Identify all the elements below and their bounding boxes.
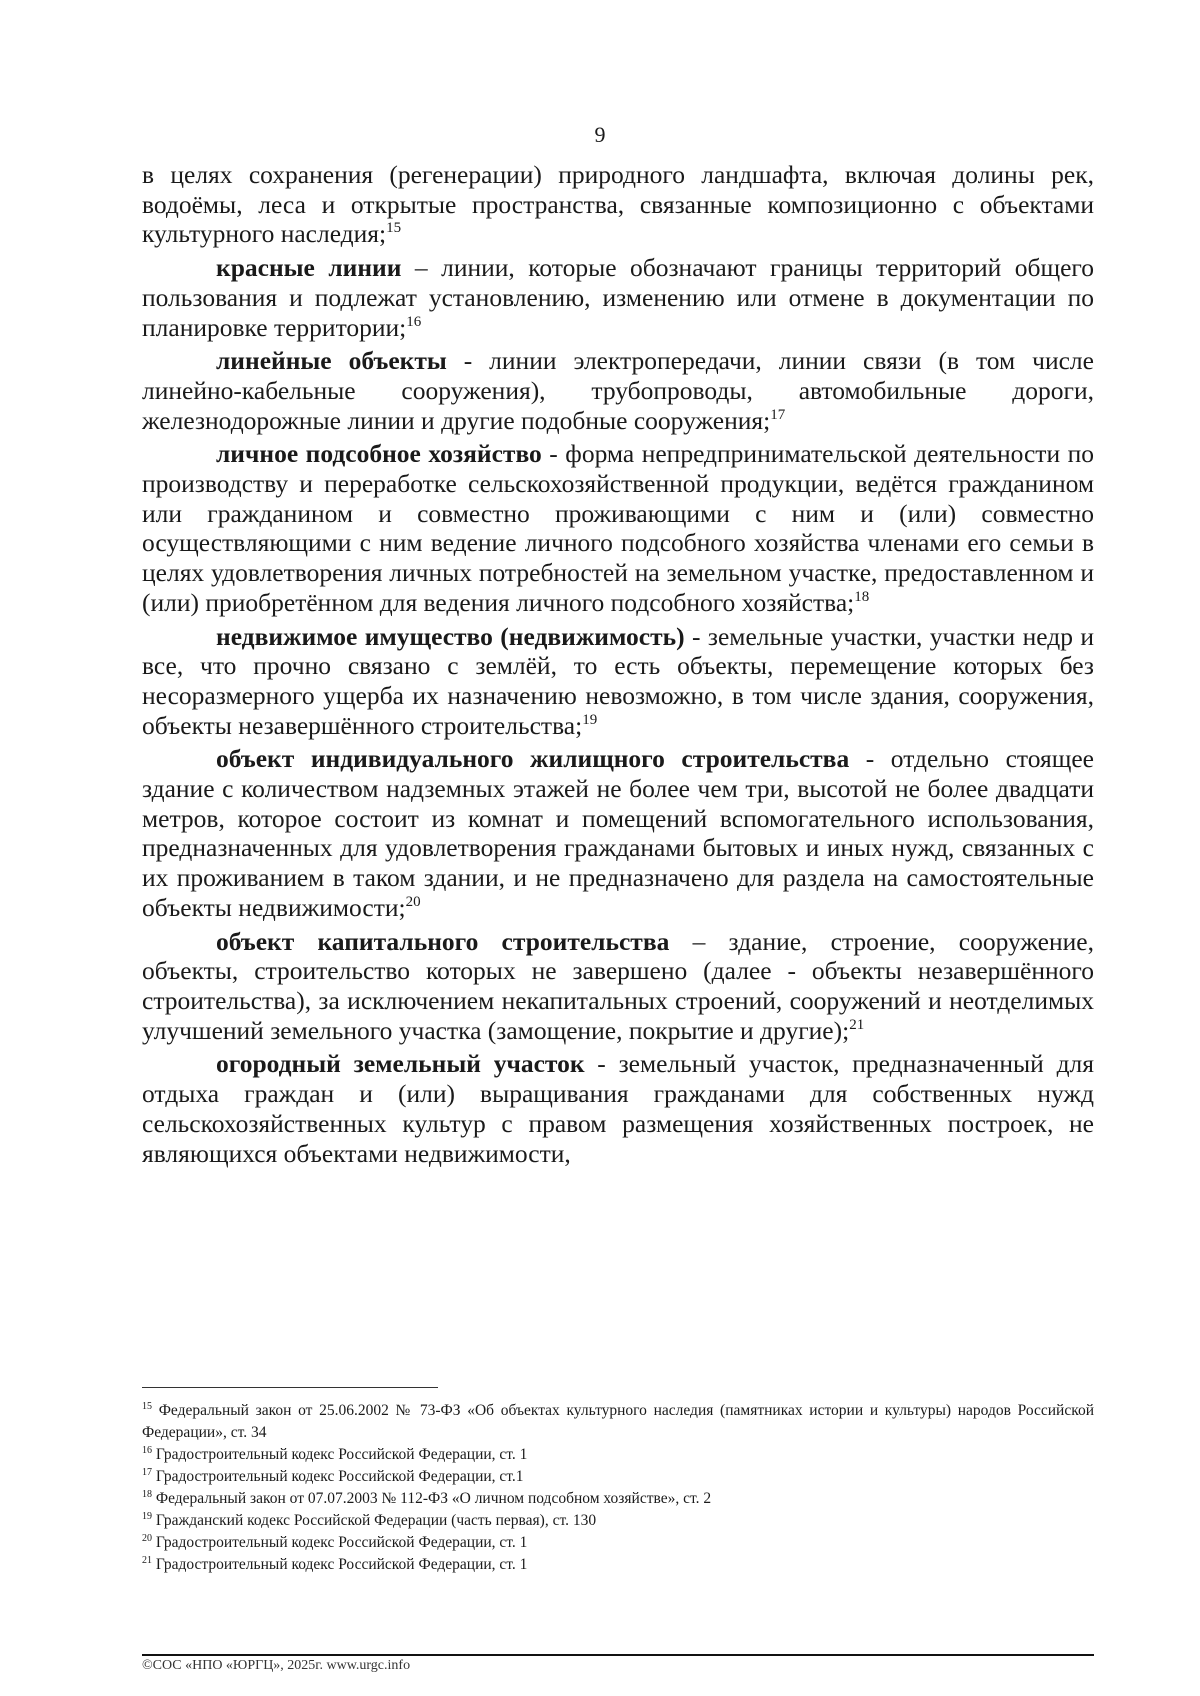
- definition-paragraph: [142, 253, 1094, 342]
- footnote-separator: [142, 1387, 438, 1388]
- footnote-ref: 18: [854, 588, 870, 605]
- paragraph-text: в целях сохранения (регенерации) природного ландшафта, включая долины рек, водоёмы, леса и открытые пространства, связанные композиционно с объектами культурного наследия;: [142, 160, 1094, 249]
- footnote: [142, 1532, 1094, 1554]
- footnote: [142, 1554, 1094, 1576]
- definition-text: - земельные участки, участки недр и все, что прочно связано с землёй, то есть объекты, перемещение которых без несоразмерного ущерба их назначению невозможно, в том числе здания, сооружения, объекты незавершённого строительства;: [142, 621, 1094, 740]
- footnote-text: Градостроительный кодекс Российской Федерации, ст.1: [155, 1468, 524, 1485]
- definition-paragraph: [142, 346, 1094, 435]
- footnote-number: 16: [142, 1445, 152, 1456]
- footnote: [142, 1488, 1094, 1510]
- footnote: [142, 1510, 1094, 1532]
- definition-text: – линии, которые обозначают границы территорий общего пользования и подлежат установлению, изменению или отмене в документации по планировке территории;: [142, 253, 1094, 342]
- defined-term: линейные объекты: [216, 346, 447, 376]
- footnote-text: Градостроительный кодекс Российской Федерации, ст. 1: [155, 1534, 528, 1551]
- footnote-number: 17: [142, 1467, 152, 1478]
- footnote-ref: 19: [582, 711, 598, 728]
- body-text: [142, 160, 1094, 1172]
- footnote-number: 18: [142, 1489, 152, 1500]
- definition-text: – здание, строение, сооружение, объекты, строительство которых не завершено (далее - объекты незавершённого строительства), за исключением некапитальных строений, сооружений и неотделимых улучшений земельного участка (замощение, покрытие и другие);: [142, 926, 1094, 1045]
- footnote-ref: 20: [405, 893, 421, 910]
- definition-paragraph: [142, 744, 1094, 922]
- footer-rule: [142, 1654, 1094, 1656]
- footnote-ref: 16: [406, 313, 422, 330]
- footnote-text: Федеральный закон от 25.06.2002 № 73-ФЗ «Об объектах культурного наследия (памятниках истории и культуры) народов Российской Федерации», ст. 34: [142, 1402, 1094, 1441]
- defined-term: недвижимое имущество (недвижимость): [216, 621, 685, 651]
- paragraph: [142, 160, 1094, 249]
- footnote-ref: 15: [386, 220, 402, 237]
- definition-paragraph: [142, 622, 1094, 741]
- definition-paragraph: [142, 1049, 1094, 1168]
- defined-term: личное подсобное хозяйство: [216, 439, 542, 469]
- definition-text: - линии электропередачи, линии связи (в том числе линейно-кабельные сооружения), трубопроводы, автомобильные дороги, железнодорожные линии и другие подобные сооружения;: [142, 346, 1094, 435]
- footer-copyright: ©СОС «НПО «ЮРГЦ», 2025г. www.urgc.info: [142, 1658, 411, 1673]
- footnote-number: 19: [142, 1511, 152, 1522]
- definition-paragraph: [142, 927, 1094, 1046]
- footnote-number: 15: [142, 1401, 152, 1412]
- defined-term: объект индивидуального жилищного строительства: [216, 744, 850, 774]
- definition-text: - земельный участок, предназначенный для отдыха граждан и (или) выращивания гражданами для собственных нужд сельскохозяйственных культур с правом размещения хозяйственных построек, не являющихся объектами недвижимости,: [142, 1049, 1094, 1168]
- footnote-ref: 21: [849, 1016, 865, 1033]
- footnote: [142, 1466, 1094, 1488]
- page-number: 9: [594, 122, 606, 147]
- definition-text: - отдельно стоящее здание с количеством надземных этажей не более чем три, высотой не более двадцати метров, которое состоит из комнат и помещений вспомогательного использования, предназначенных для удовлетворения гражданами бытовых и иных нужд, связанных с их проживанием в таком здании, и не предназначено для раздела на самостоятельные объекты недвижимости;: [142, 744, 1094, 922]
- footnote-text: Градостроительный кодекс Российской Федерации, ст. 1: [155, 1556, 528, 1573]
- footnote: [142, 1400, 1094, 1444]
- definition-paragraph: [142, 439, 1094, 617]
- footnote-text: Градостроительный кодекс Российской Федерации, ст. 1: [155, 1446, 528, 1463]
- defined-term: объект капитального строительства: [216, 926, 670, 956]
- footnote-text: Гражданский кодекс Российской Федерации (часть первая), ст. 130: [155, 1512, 597, 1529]
- footnote-text: Федеральный закон от 07.07.2003 № 112-ФЗ «О личном подсобном хозяйстве», ст. 2: [155, 1490, 712, 1507]
- defined-term: огородный земельный участок: [216, 1049, 585, 1079]
- footnote-ref: 17: [770, 406, 786, 423]
- footnote-number: 21: [142, 1555, 152, 1566]
- footnotes: [142, 1400, 1094, 1576]
- definition-text: - форма непредпринимательской деятельности по производству и переработке сельскохозяйственной продукции, ведётся гражданином или гражданином и совместно проживающими с ним и (или) совместно осуществляющими с ним ведение личного подсобного хозяйства членами его семьи в целях удовлетворения личных потребностей на земельном участке, предоставленном и (или) приобретённом для ведения личного подсобного хозяйства;: [142, 439, 1095, 617]
- defined-term: красные линии: [216, 253, 402, 283]
- footnote: [142, 1444, 1094, 1466]
- footnote-number: 20: [142, 1533, 152, 1544]
